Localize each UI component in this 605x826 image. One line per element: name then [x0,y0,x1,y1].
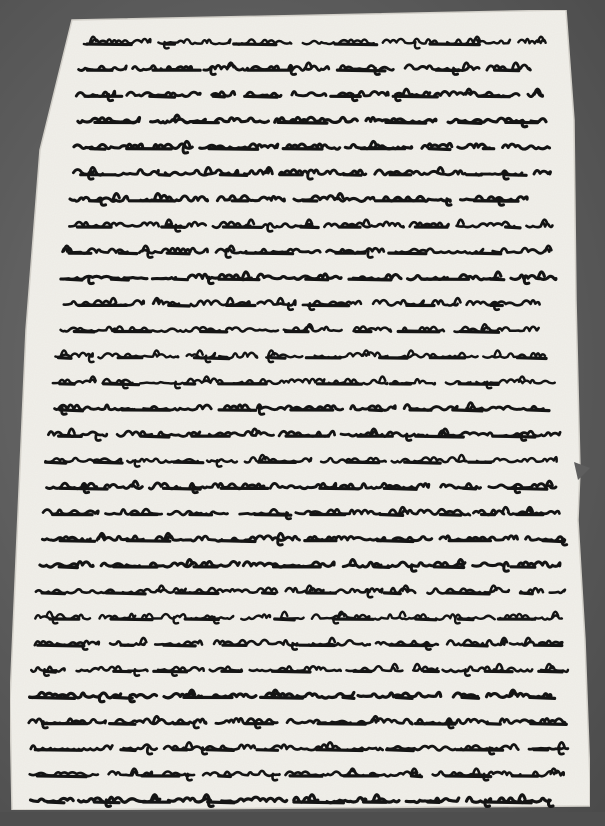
handwriting-baseline-stroke [50,619,535,620]
handwriting-baseline-stroke [60,410,549,411]
handwriting-baseline-stroke [46,462,491,463]
handwriting-baseline-stroke [60,541,564,542]
scan-bottom-margin [0,812,605,826]
handwriting-baseline-stroke [74,332,498,333]
handwriting-baseline-stroke [59,567,535,568]
handwriting-baseline-stroke [90,149,493,150]
handwriting-baseline-stroke [45,671,563,672]
